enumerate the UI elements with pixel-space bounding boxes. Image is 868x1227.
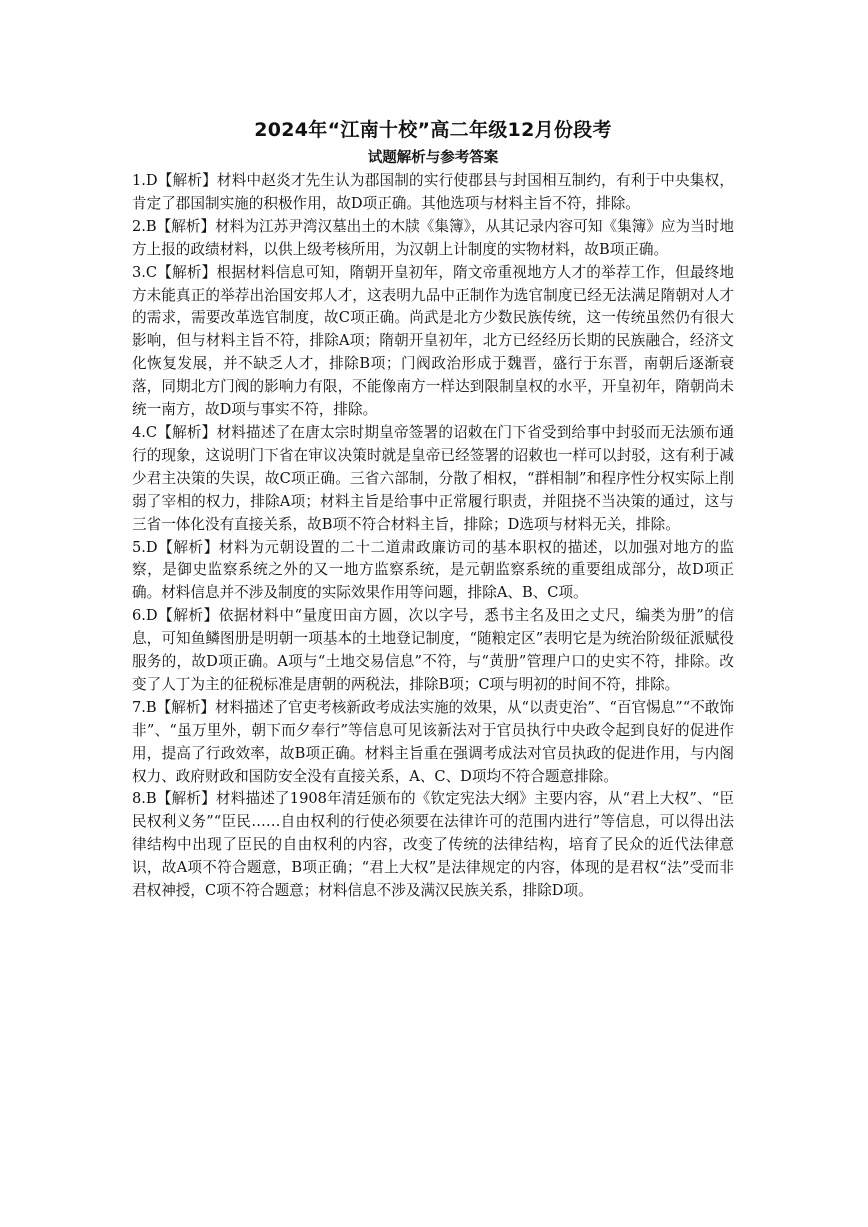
answer-6: 6.D【解析】依据材料中“量度田亩方圆，次以字号，悉书主名及田之丈尺，编类为册”的信息，可知鱼鳞图册是明朝一项基本的土地登记制度，“随粮定区”表明它是为统治阶级征派赋役服务的，故D项正确。A项与“土地交易信息”不符，与“黄册”管理户口的史实不符，排除。改变了人丁为主的征税标准是唐朝的两税法，排除B项；C项与明初的时间不符，排除。 bbox=[132, 607, 734, 693]
answer-2: 2.B【解析】材料为江苏尹湾汉墓出土的木牍《集簿》，从其记录内容可知《集簿》应为当时地方上报的政绩材料，以供上级考核所用，为汉朝上计制度的实物材料，故B项正确。 bbox=[132, 217, 734, 258]
answer-5: 5.D【解析】材料为元朝设置的二十二道肃政廉访司的基本职权的描述，以加强对地方的监察，是御史监察系统之外的又一地方监察系统，是元朝监察系统的重要组成部分，故D项正确。材料信息并不涉及制度的实际效果作用等问题，排除A、B、C项。 bbox=[132, 538, 734, 602]
answer-3: 3.C【解析】根据材料信息可知，隋朝开皇初年，隋文帝重视地方人才的举荐工作，但最终地方未能真正的举荐出治国安邦人才，这表明九品中正制作为选官制度已经无法满足隋朝对人才的需求，需要改革选官制度，故C项正确。尚武是北方少数民族传统，这一传统虽然仍有很大影响，但与材料主旨不符，排除A项；隋朝开皇初年，北方已经经历长期的民族融合，经济文化恢复发展，并不缺乏人才，排除B项；门阀政治形成于魏晋，盛行于东晋，南朝后逐渐衰落，同期北方门阀的影响力有限，不能像南方一样达到限制皇权的水平，开皇初年，隋朝尚未统一南方，故D项与事实不符，排除。 bbox=[132, 263, 734, 419]
answer-7: 7.B【解析】材料描述了官吏考核新政考成法实施的效果，从“以责吏治”、“百官惕息”“不敢饰非”、“虽万里外，朝下而夕奉行”等信息可见该新法对于官员执行中央政令起到良好的促进作用，提高了行政效率，故B项正确。材料主旨重在强调考成法对官员执政的促进作用，与内阁权力、政府财政和国防安全没有直接关系，A、C、D项均不符合题意排除。 bbox=[132, 698, 734, 785]
answer-8: 8.B【解析】材料描述了1908年清廷颁布的《钦定宪法大纲》主要内容，从“君上大权”、“臣民权利义务”“臣民……自由权利的行使必须要在法律许可的范围内进行”等信息，可以得出法律结构中出现了臣民的自由权利的内容，改变了传统的法律结构，培育了民众的近代法律意识，故A项不符合题意，B项正确；“君上大权”是法律规定的内容，体现的是君权“法”受而非君权神授，C项不符合题意；材料信息不涉及满汉民族关系，排除D项。 bbox=[132, 790, 734, 900]
answer-4: 4.C【解析】材料描述了在唐太宗时期皇帝签署的诏敕在门下省受到给事中封驳而无法颁布通行的现象，这说明门下省在审议决策时就是皇帝已经签署的诏敕也一样可以封驳，这有利于减少君主决策的失误，故C项正确。三省六部制，分散了相权，“群相制”和程序性分权实际上削弱了宰相的权力，排除A项；材料主旨是给事中正常履行职责，并阻挠不当决策的通过，这与三省一体化没有直接关系，故B项不符合材料主旨，排除；D选项与材料无关，排除。 bbox=[132, 423, 734, 533]
document-subtitle: 试题解析与参考答案 bbox=[367, 150, 499, 166]
answer-1: 1.D【解析】材料中赵炎才先生认为郡国制的实行使郡县与封国相互制约，有利于中央集权，肯定了郡国制实施的积极作用，故D项正确。其他选项与材料主旨不符，排除。 bbox=[132, 172, 734, 212]
document-title: 2024年“江南十校”高二年级12月份段考 bbox=[254, 119, 612, 141]
answer-list bbox=[132, 170, 734, 903]
